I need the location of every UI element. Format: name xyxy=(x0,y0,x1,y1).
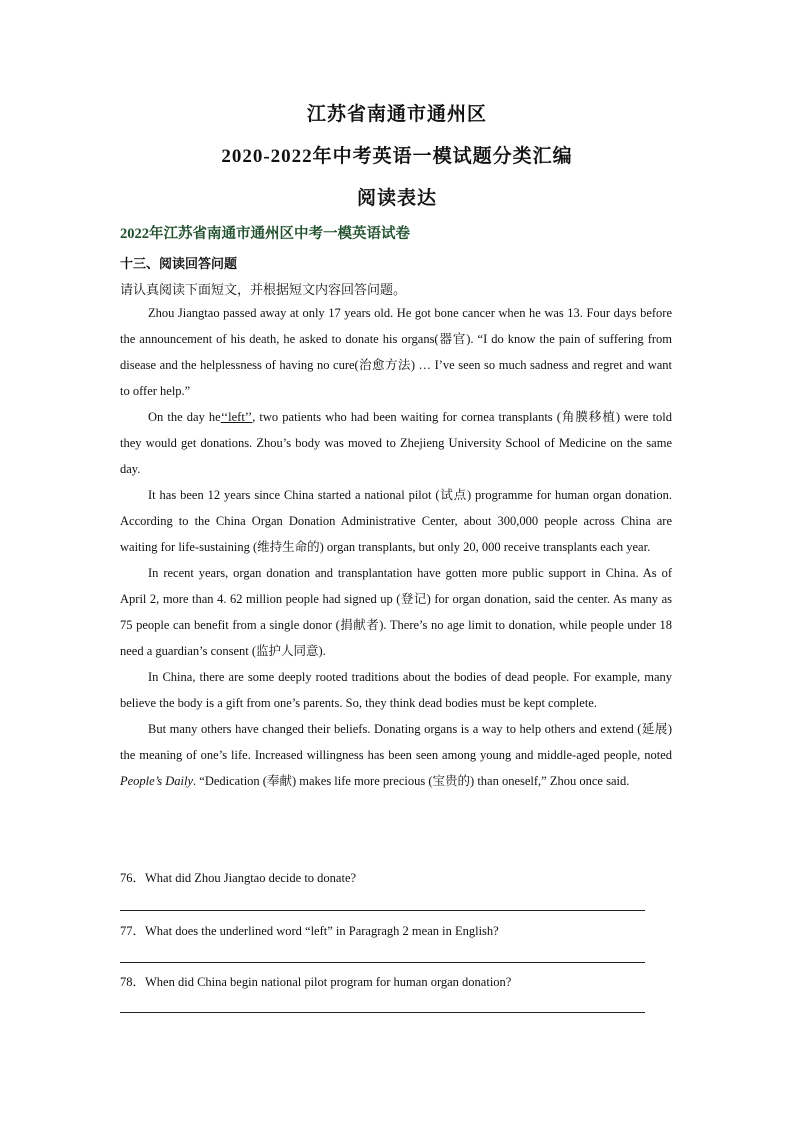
newspaper-name: People’s Daily xyxy=(120,774,194,788)
answer-line-76[interactable] xyxy=(120,910,645,911)
question-78: 78．When did China begin national pilot program for human organ donation? xyxy=(120,975,512,989)
doc-title-series: 2020-2022年中考英语一模试题分类汇编 xyxy=(221,146,573,167)
question-76: 76．What did Zhou Jiangtao decide to donate? xyxy=(120,871,357,885)
question-section-heading: 十三、阅读回答问题 xyxy=(120,256,238,271)
doc-title-topic: 阅读表达 xyxy=(356,188,437,209)
answer-line-78[interactable] xyxy=(120,1012,645,1013)
paragraph-2 xyxy=(120,404,672,482)
paragraph-3: It has been 12 years since China started a national pilot (试点) programme for human organ donation. According to the China Organ Donation Administrative Center, about 300,000 people across China are waiting for life-sustaining (维持生命的) organ transplants, but only 20, 000 receive transplants each year. xyxy=(120,488,672,554)
paragraph-6 xyxy=(120,716,672,794)
instruction-text: 请认真阅读下面短文，并根据短文内容回答问题。 xyxy=(120,282,407,297)
underlined-word-left: ‘‘left’’ xyxy=(220,410,253,424)
paragraph-4: In recent years, organ donation and transplantation have gotten more public support in China. As of April 2, more than 4. 62 million people had signed up (登记) for organ donation, said the center. As many as 75 people can benefit from a single donor (捐献者). There’s no age limit to donation, while people under 18 need a guardian’s consent (监护人同意). xyxy=(120,566,672,658)
paragraph-5: In China, there are some deeply rooted traditions about the bodies of dead people. For example, many believe the body is a gift from one’s parents. So, they think dead bodies must be kept complete. xyxy=(120,670,672,710)
question-77: 77．What does the underlined word “left” in Paragragh 2 mean in English? xyxy=(120,924,499,938)
paragraph-2-start: On the day he xyxy=(148,410,221,424)
paragraph-2-rest: , two patients who had been waiting for cornea transplants (角膜移植) were told they would get donations. Zhou’s body was moved to Zhejieng University School of Medicine on the same day. xyxy=(120,410,672,476)
paragraph-6-start: But many others have changed their beliefs. Donating organs is a way to help others and extend (延展) the meaning of one’s life. Increased willingness has been seen among young and middle-aged people, noted xyxy=(120,722,672,762)
paragraph-6-rest: . “Dedication (奉献) makes life more precious (宝贵的) than oneself,” Zhou once said. xyxy=(193,774,630,788)
exam-source-title: 2022年江苏省南通市通州区中考一模英语试卷 xyxy=(120,226,410,242)
answer-line-77[interactable] xyxy=(120,962,645,963)
doc-title-region: 江苏省南通市通州区 xyxy=(306,104,487,125)
paragraph-1: Zhou Jiangtao passed away at only 17 years old. He got bone cancer when he was 13. Four days before the announcement of his death, he asked to donate his organs(器官). “I do know the pain of suffering from disease and the helplessness of having no cure(治愈方法) … I’ve seen so much sadness and regret and want to offer help.” xyxy=(120,306,672,398)
reading-passage xyxy=(120,300,672,794)
